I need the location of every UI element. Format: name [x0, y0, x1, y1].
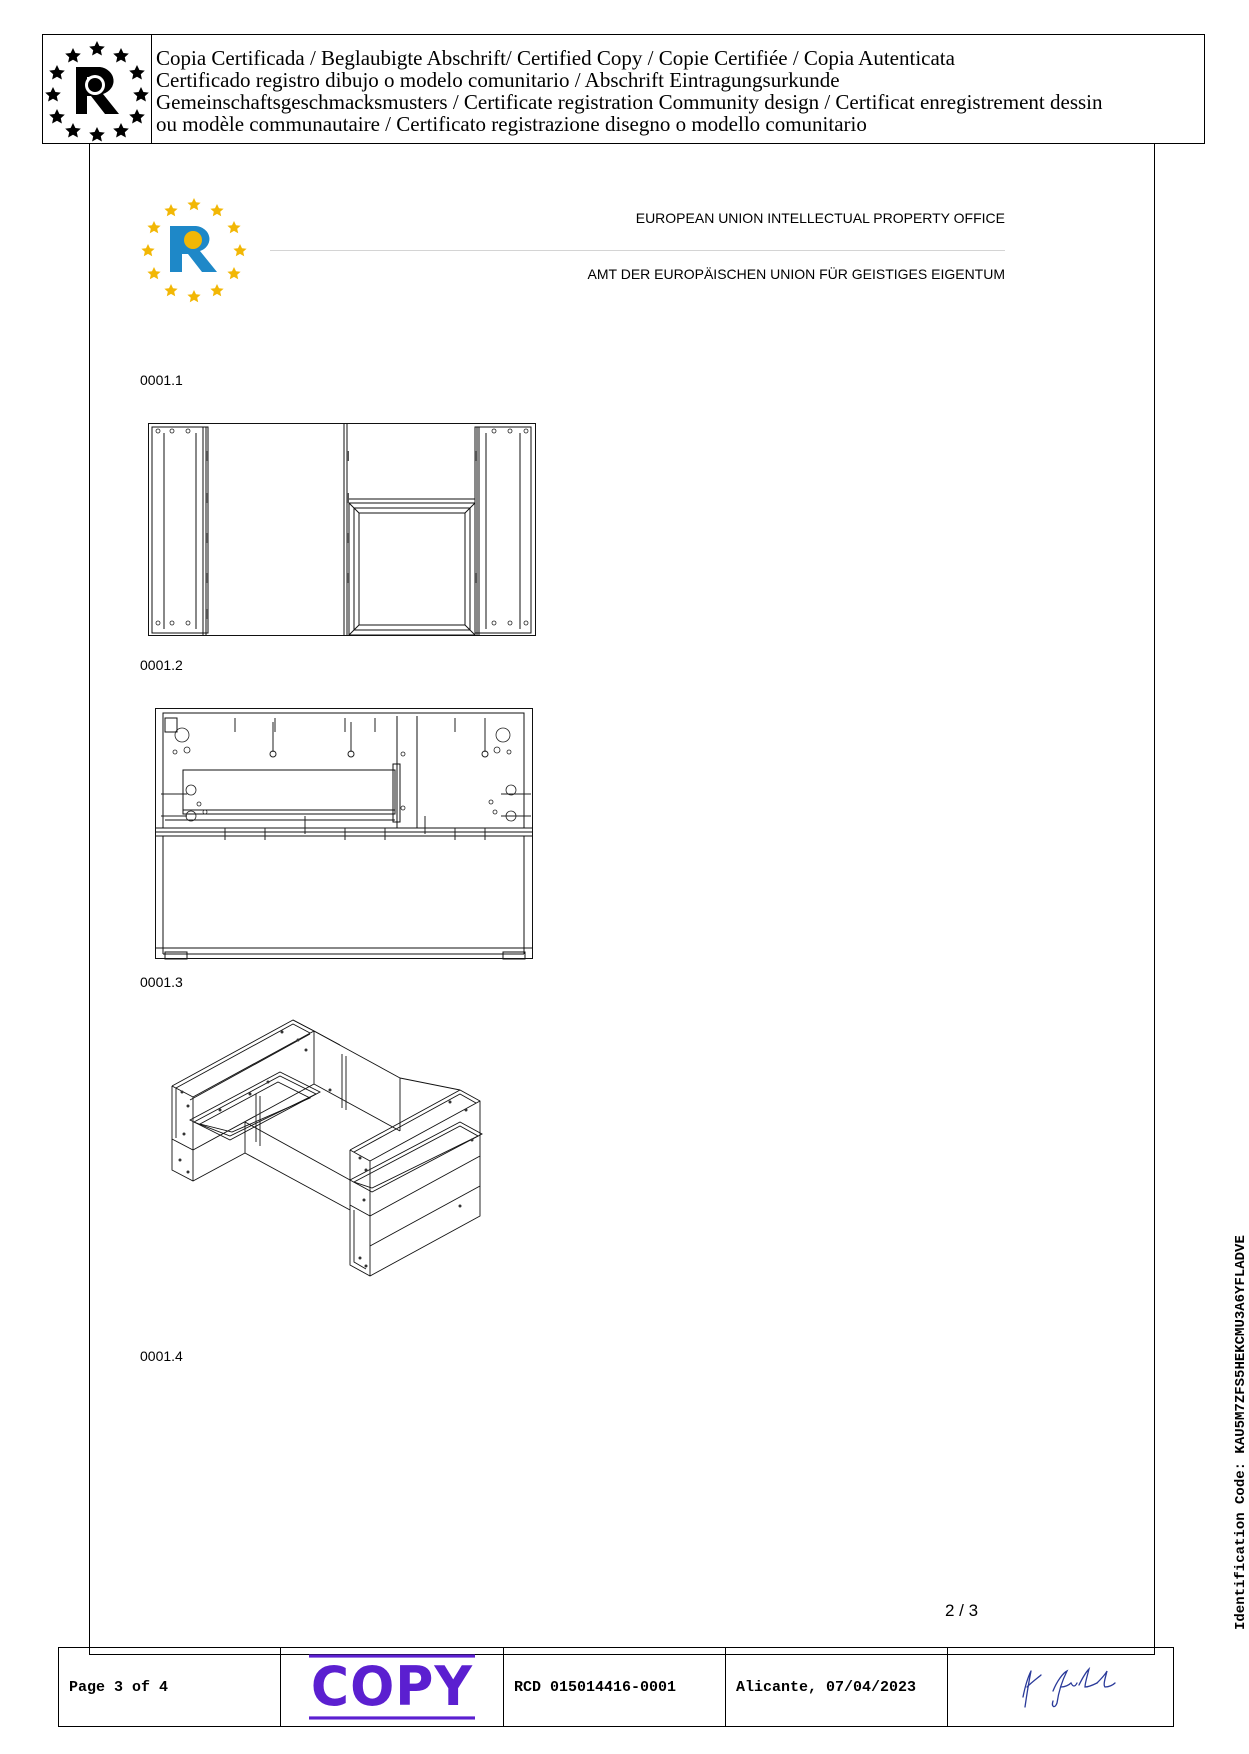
top-view-drawing: [155, 708, 537, 962]
view-label-0001-3: 0001.3: [140, 974, 183, 990]
header-line-3: Gemeinschaftsgeschmacksmusters / Certificate registration Community design / Certificat enregistrement dessin: [156, 90, 1103, 114]
header-line-1: Copia Certificada / Beglaubigte Abschrift/ Certified Copy / Copie Certifiée / Copia Autenticata: [156, 46, 955, 70]
certified-copy-title: [156, 47, 1198, 135]
footer-page-count: Page 3 of 4: [59, 1648, 281, 1726]
office-name-english: EUROPEAN UNION INTELLECTUAL PROPERTY OFFICE: [635, 210, 1005, 226]
office-name-german: AMT DER EUROPÄISCHEN UNION FÜR GEISTIGES EIGENTUM: [587, 266, 1005, 282]
isometric-view-drawing: [160, 1010, 545, 1322]
certified-copy-header: [42, 34, 1205, 144]
signature-icon: [1001, 1657, 1121, 1717]
page-indicator: 2 / 3: [945, 1601, 979, 1620]
view-label-0001-1: 0001.1: [140, 372, 183, 388]
view-label-0001-2: 0001.2: [140, 657, 183, 673]
euipo-black-emblem-icon: [43, 35, 152, 143]
office-divider: [270, 250, 1005, 251]
identification-code: Identification Code: KAU5M7ZFS5HEKCMU3A6YFLADVE: [1233, 1235, 1249, 1630]
header-line-2: Certificado registro dibujo o modelo comunitario / Abschrift Eintragungsurkunde: [156, 68, 840, 92]
copy-stamp: COPY: [310, 1655, 474, 1719]
header-line-4: ou modèle communautaire / Certificato registrazione disegno o modello comunitario: [156, 112, 867, 136]
view-label-0001-4: 0001.4: [140, 1348, 183, 1364]
footer-rcd-number: RCD 015014416-0001: [504, 1648, 726, 1726]
front-view-drawing: [148, 423, 538, 639]
copy-stamp-cell: [281, 1648, 504, 1726]
euipo-logo-icon: [140, 196, 248, 304]
footer-place-date: Alicante, 07/04/2023: [726, 1648, 948, 1726]
signature-cell: [948, 1648, 1173, 1726]
certificate-footer: [58, 1647, 1174, 1727]
